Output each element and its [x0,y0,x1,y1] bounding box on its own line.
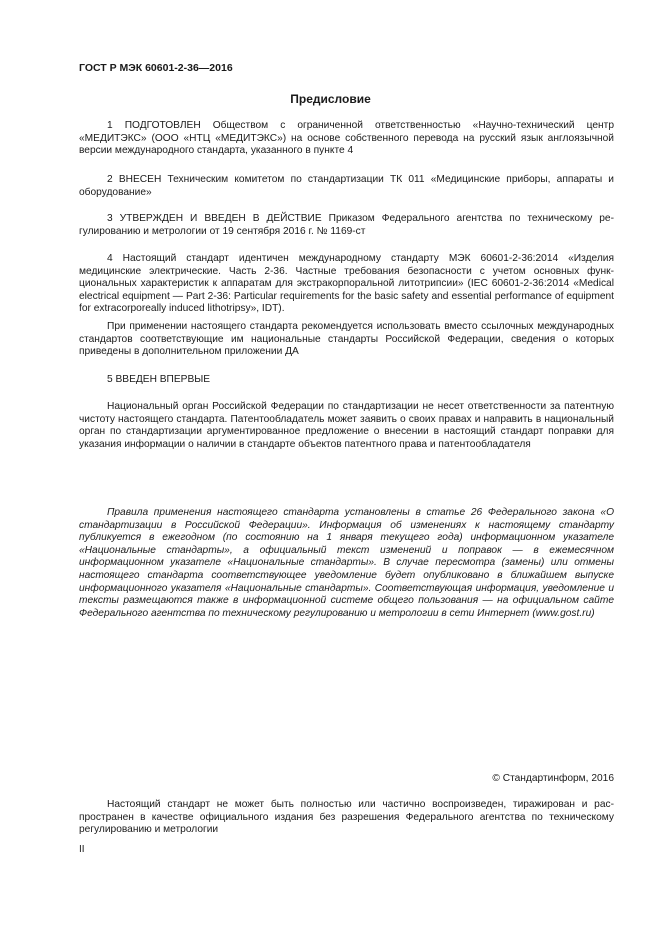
paragraph-1-prepared: 1 ПОДГОТОВЛЕН Обществом с ограниченной ответственностью «Научно-технический центр «МЕДИТЭКС» (ООО «НТЦ «МЕДИТЭКС») на основе собственного перевода на русский язык англоязычной версии международного стандарта, указанного в пункте 4 [79,120,614,157]
paragraph-3-approved: 3 УТВЕРЖДЕН И ВВЕДЕН В ДЕЙСТВИЕ Приказом Федерального агентства по техническому регулированию и метрологии от 19 сентября 2016 г. № 1169-ст [79,213,614,237]
patent-notice: Национальный орган Российской Федерации по стандартизации не несет ответственности за патентную чистоту настоящего стандарта. Патентообладатель может заявить о своих правах и направить в национальный орган по стандартизации аргументированное предложение о внесении в настоящий стандарт поправки для указания информации о наличии в стандарте объектов патентного права и патентообладателя [79,401,614,450]
copyright-line: © Стандартинформ, 2016 [492,773,614,784]
application-rules-notice: Правила применения настоящего стандарта установлены в статье 26 Федерального закона «О стандартизации в Российской Федерации». Информация об изменениях к настоящему стандарту публикуется в ежегодном (по состоянию на 1 января текущего года) информационном указателе «Национальные стандарты», а официальный текст изменений и поправок — в ежемесячном информационном указателе «Национальные стандарты». В случае пересмотра (замены) или отмены настоящего стандарта соответствующее уведомление будет опубликовано в ближайшем выпуске информационного указателя «Национальные стандарты». Соответствующая информация, уведомление и тексты размещаются также в информационной системе общего пользования — на официальном сайте Федерального агентства по техническому регулированию и метрологии в сети Интернет (www.gost.ru) [79,507,614,619]
paragraph-5-introduced: 5 ВВЕДЕН ВПЕРВЫЕ [107,374,211,385]
paragraph-4-note: При применении настоящего стандарта рекомендуется использовать вместо ссылочных международных стандартов соответствующие им национальные стандарты Российской Федерации, сведения о которых приведены в дополнительном приложении ДА [79,321,614,358]
page-title: Предисловие [290,92,371,106]
page-number: II [79,844,85,855]
standard-id-header: ГОСТ Р МЭК 60601-2-36—2016 [79,62,233,74]
paragraph-4-identical: 4 Настоящий стандарт идентичен международному стандарту МЭК 60601-2-36:2014 «Изделия медицинские электрические. Часть 2-36. Частные требования безопасности с учетом основных функциональных характеристик к аппаратам для экстракорпоральной литотрипсии» (IEC 60601-2-36:2014 «Medical electrical equipment — Part 2-36: Particular requirements for the basic safety and essential performance of equipment for extracorporeally induced lithotripsy», IDT). [79,253,614,315]
reproduction-notice: Настоящий стандарт не может быть полностью или частично воспроизведен, тиражирован и распространен в качестве официального издания без разрешения Федерального агентства по техническому регулированию и метрологии [79,799,614,836]
paragraph-2-submitted: 2 ВНЕСЕН Техническим комитетом по стандартизации ТК 011 «Медицинские приборы, аппараты и оборудование» [79,174,614,198]
